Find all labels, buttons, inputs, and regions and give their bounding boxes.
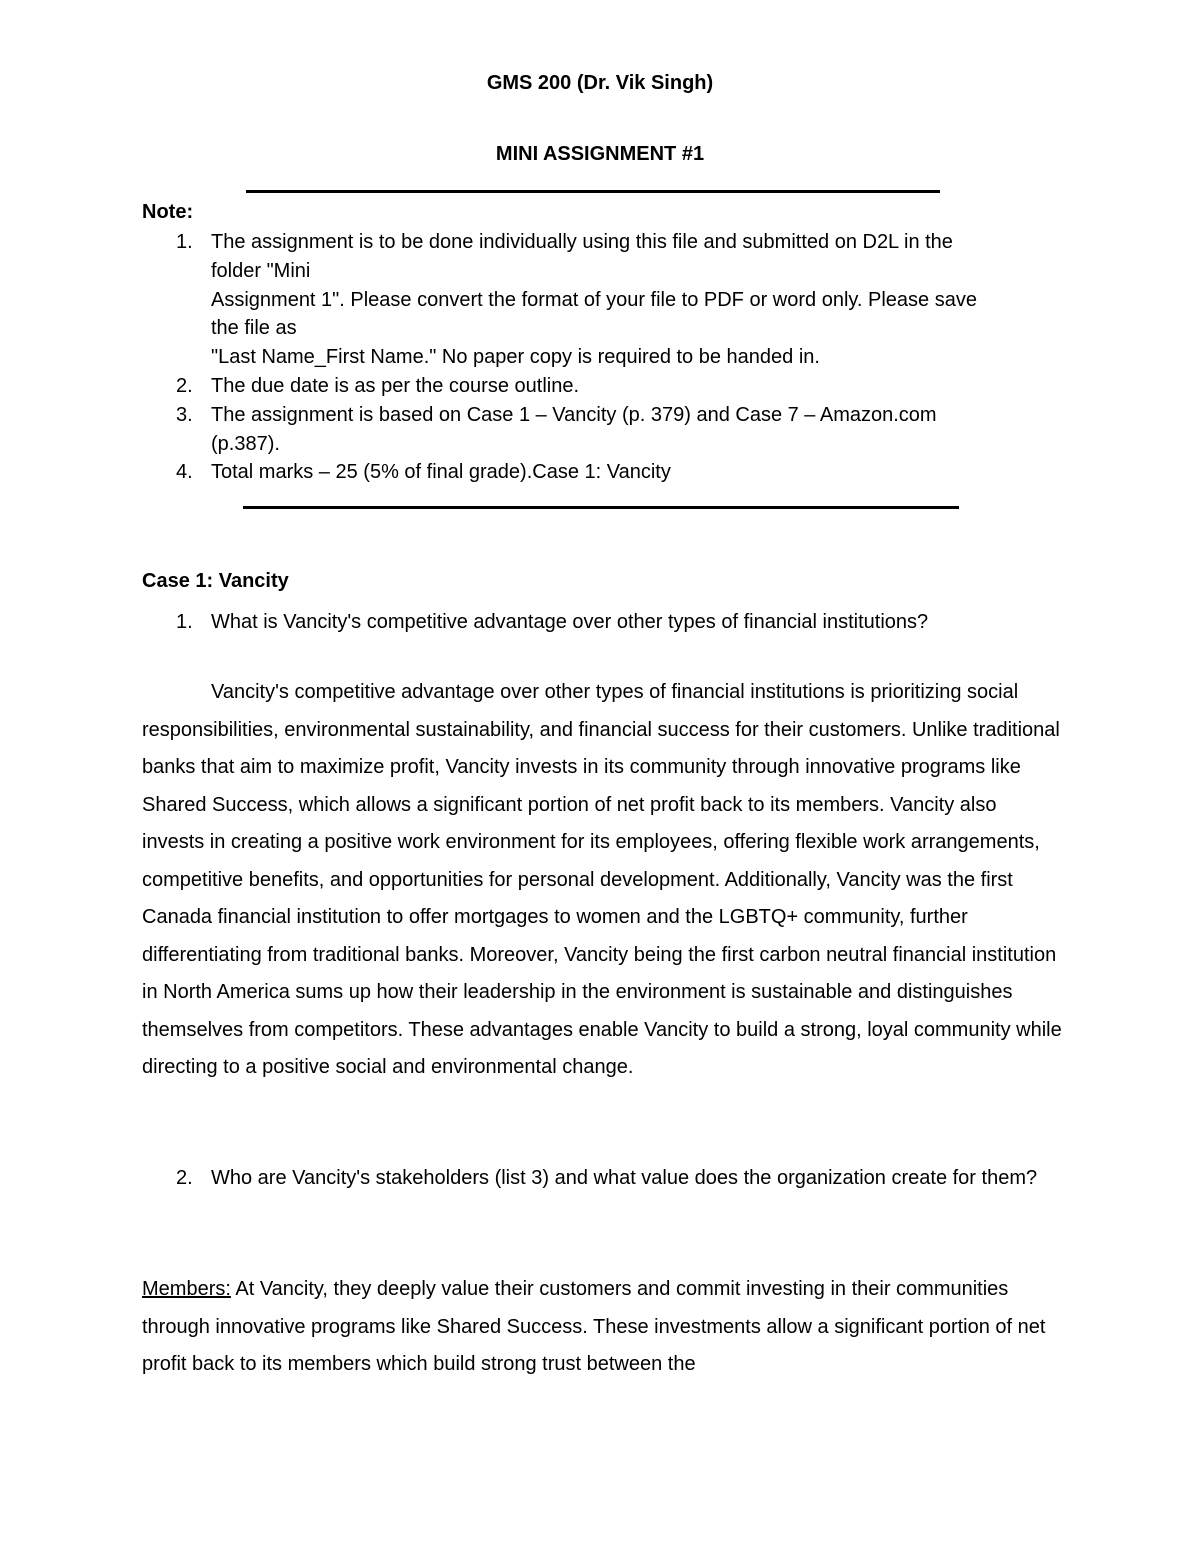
note-item-line: "Last Name_First Name." No paper copy is required to be handed in. bbox=[211, 346, 820, 369]
question-2 bbox=[142, 1160, 1062, 1198]
note-item-line: The assignment is based on Case 1 – Vancity (p. 379) and Case 7 – Amazon.com bbox=[211, 403, 937, 426]
bottom-divider bbox=[243, 506, 959, 509]
answer-1-paragraph: Vancity's competitive advantage over other types of financial institutions is prioritizing social responsibilities, environmental sustainability, and financial success for their customers. Unlike traditional banks that aim to maximize profit, Vancity invests in its community through innovative programs like Shared Success, which allows a significant portion of net profit back to its members. Vancity also invests in creating a positive work environment for its employees, offering flexible work arrangements, competitive benefits, and opportunities for personal development. Additionally, Vancity was the first Canada financial institution to offer mortgages to women and the LGBTQ+ community, further differentiating from traditional banks. Moreover, Vancity being the first carbon neutral financial institution in North America sums up how their leadership in the environment is sustainable and distinguishes themselves from competitors. These advantages enable Vancity to build a strong, loyal community while directing to a positive social and environmental change. bbox=[142, 681, 1062, 1078]
stakeholder-text: At Vancity, they deeply value their customers and commit investing in their communities through innovative programs like Shared Success. These investments allow a significant portion of net profit back to its members which build strong trust between the bbox=[142, 1278, 1046, 1375]
note-item bbox=[142, 228, 1062, 372]
note-item-line: folder "Mini bbox=[211, 259, 311, 282]
note-item-number: 4. bbox=[176, 461, 193, 484]
note-item bbox=[142, 401, 1062, 459]
case-heading: Case 1: Vancity bbox=[142, 570, 289, 592]
note-item-line: The due date is as per the course outline. bbox=[211, 374, 580, 397]
note-list bbox=[142, 228, 1062, 487]
note-item-number: 2. bbox=[176, 374, 193, 397]
note-label: Note: bbox=[142, 201, 194, 223]
question-text: Who are Vancity's stakeholders (list 3) and what value does the organization create for them? bbox=[211, 1167, 1038, 1189]
note-item-line: the file as bbox=[211, 317, 297, 340]
assignment-title: MINI ASSIGNMENT #1 bbox=[495, 143, 705, 165]
note-item-number: 3. bbox=[176, 403, 193, 426]
course-title: GMS 200 (Dr. Vik Singh) bbox=[486, 72, 714, 94]
note-item-line: The assignment is to be done individually using this file and submitted on D2L in the bbox=[211, 231, 953, 253]
note-item-number: 1. bbox=[176, 231, 193, 253]
note-item-line: (p.387). bbox=[211, 432, 280, 455]
note-item bbox=[142, 372, 1062, 401]
question-number: 1. bbox=[176, 611, 193, 633]
question-text: What is Vancity's competitive advantage over other types of financial institutions? bbox=[211, 611, 929, 633]
note-item-line: Total marks – 25 (5% of final grade).Case 1: Vancity bbox=[211, 461, 671, 484]
stakeholder-label: Members: bbox=[142, 1278, 231, 1300]
answer-2-paragraph bbox=[142, 1271, 1062, 1384]
top-divider bbox=[246, 190, 940, 193]
question-1 bbox=[142, 604, 1062, 642]
question-number: 2. bbox=[176, 1167, 193, 1189]
note-item bbox=[142, 458, 1062, 487]
note-item-line: Assignment 1". Please convert the format of your file to PDF or word only. Please save bbox=[211, 288, 977, 311]
